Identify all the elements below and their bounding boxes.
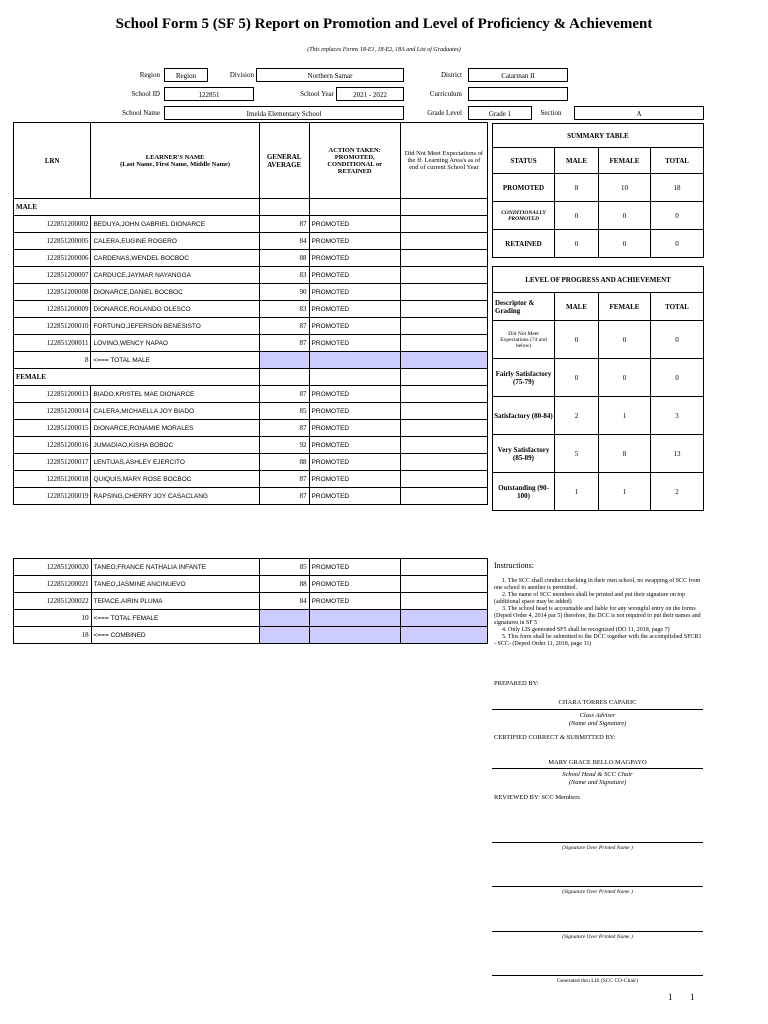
total-female-count: 10: [14, 610, 92, 627]
learner-name: TEPACE,AIRIN PLUMA: [91, 593, 260, 610]
learner-row: [14, 559, 488, 576]
learner-lrn: 122851200018: [14, 471, 91, 488]
learner-lrn: 122851200008: [14, 284, 91, 301]
level-cell-male: 2: [555, 397, 599, 435]
instruction-item: 5. This form shall be submitted to the DCC together with the accomplished SFCR1 - SCC- (Deped Order 11, 2018, page 11): [494, 634, 702, 647]
learner-lrn: 122851200009: [14, 301, 91, 318]
learner-action: PROMOTED: [309, 420, 400, 437]
region-label: Region: [139, 71, 160, 79]
summary-cell-male: 0: [555, 230, 599, 258]
level-table: [492, 266, 704, 511]
level-cell-total: 3: [651, 397, 704, 435]
level-cell-desc: Very Satisfactory (85-89): [493, 435, 555, 473]
total-male-label: <=== TOTAL MALE: [91, 352, 259, 369]
learner-average: 83: [259, 301, 309, 318]
learner-row: [14, 471, 488, 488]
col-action: ACTION TAKEN: PROMOTED, CONDITIONAL or RETAINED: [309, 123, 400, 199]
level-row: [493, 397, 704, 435]
learner-action: PROMOTED: [309, 386, 400, 403]
learner-did-not-meet: [400, 420, 487, 437]
level-cell-desc: Satisfactory (80-84): [493, 397, 555, 435]
summary-row: [493, 230, 704, 258]
learner-row: [14, 576, 488, 593]
learner-average: 87: [259, 488, 309, 505]
learner-row: [14, 267, 488, 284]
level-cell-female: 1: [599, 397, 651, 435]
scc-signature-line-1: [492, 842, 703, 843]
learner-did-not-meet: [400, 216, 487, 233]
level-col-female: FEMALE: [599, 293, 651, 321]
learner-name: CALERA,MICHAELLA JOY BIADO: [91, 403, 259, 420]
instructions-list: [494, 578, 704, 648]
page-title: School Form 5 (SF 5) Report on Promotion and Level of Proficiency & Achievement: [115, 16, 653, 32]
col-name: [91, 123, 259, 199]
learner-row: [14, 284, 488, 301]
scc-signature-caption-2: (Signature Over Printed Name ): [562, 889, 633, 895]
level-cell-total: 0: [651, 359, 704, 397]
prepared-by-label: PREPARED BY:: [494, 680, 539, 687]
female-rows-continued: [14, 559, 488, 610]
col-did-not-meet: Did Not Meet Expectations of the ff. Learning Area/s as of end of current School Year: [400, 123, 487, 199]
level-cell-male: 1: [555, 473, 599, 511]
summary-cell-status: CONDITIONALLY PROMOTED: [493, 202, 555, 230]
summary-cell-male: 8: [555, 174, 599, 202]
page-number: 1: [668, 992, 673, 1002]
learner-name: DIONARCE,ROLANDO OLESCO: [91, 301, 259, 318]
summary-cell-female: 0: [599, 230, 651, 258]
learner-row: [14, 335, 488, 352]
learner-name: BEDUYA,JOHN GABRIEL DIONARCE: [91, 216, 259, 233]
instruction-item: 4. Only LIS generated SF5 shall be recognized (DO 11, 2018, page 7): [502, 627, 670, 633]
learner-did-not-meet: [400, 233, 487, 250]
summary-row: [493, 174, 704, 202]
learner-name: CARDUCE,JAYMAR NAYANGGA: [91, 267, 259, 284]
learner-action: PROMOTED: [309, 559, 400, 576]
level-cell-total: 2: [651, 473, 704, 511]
learner-average: 87: [259, 420, 309, 437]
learner-average: 85: [260, 559, 310, 576]
school-id-value: 122851: [164, 87, 254, 101]
level-cell-female: 0: [599, 359, 651, 397]
learner-did-not-meet: [400, 403, 487, 420]
summary-col-female: FEMALE: [599, 148, 651, 174]
col-name-line1: LEARNER'S NAME: [145, 153, 205, 161]
learners-table-continued: [13, 558, 488, 644]
learner-did-not-meet: [400, 488, 487, 505]
level-col-male: MALE: [555, 293, 599, 321]
level-cell-desc: Fairly Satisfactory (75-79): [493, 359, 555, 397]
district-value: Catarman II: [468, 68, 568, 82]
level-cell-desc: Did Not Meet Expectations (74 and below): [493, 321, 555, 359]
adviser-signature-line: [492, 709, 703, 710]
learner-average: 92: [259, 437, 309, 454]
learner-did-not-meet: [400, 318, 487, 335]
learner-row: [14, 386, 488, 403]
learner-did-not-meet: [400, 250, 487, 267]
level-cell-male: 5: [555, 435, 599, 473]
adviser-name: CHARA TORRES CAPARIC: [558, 699, 637, 706]
learner-name: FORTUNO,JEFERSON BENESISTO: [91, 318, 259, 335]
learner-name: DIONARCE,DANIEL BOCBOC: [91, 284, 259, 301]
learner-average: 84: [259, 233, 309, 250]
level-cell-female: 0: [599, 321, 651, 359]
learner-row: [14, 250, 488, 267]
learner-action: PROMOTED: [309, 437, 400, 454]
summary-cell-total: 0: [651, 202, 704, 230]
learner-action: PROMOTED: [309, 284, 400, 301]
learner-row: [14, 216, 488, 233]
learner-row: [14, 301, 488, 318]
learner-name: BIADO,KRISTEL MAE DIONARCE: [91, 386, 259, 403]
learner-lrn: 122851200010: [14, 318, 91, 335]
learner-did-not-meet: [400, 437, 487, 454]
learner-row: [14, 318, 488, 335]
learner-action: PROMOTED: [309, 267, 400, 284]
learner-name: LENTIJAS,ASHLEY EJERCITO: [91, 454, 259, 471]
level-row: [493, 359, 704, 397]
level-cell-female: 1: [599, 473, 651, 511]
learner-row: [14, 403, 488, 420]
female-rows: [14, 386, 488, 505]
page-subtitle: (This replaces Forms 18-E1, 18-E2, 18A and List of Graduates): [307, 47, 461, 53]
learner-average: 87: [259, 471, 309, 488]
learner-average: 84: [260, 593, 310, 610]
school-year-value: 2021 - 2022: [336, 87, 404, 101]
learner-did-not-meet: [400, 267, 487, 284]
learner-action: PROMOTED: [309, 471, 400, 488]
learner-action: PROMOTED: [309, 318, 400, 335]
learner-did-not-meet: [400, 386, 487, 403]
grade-level-label: Grade Level: [427, 109, 462, 117]
adviser-role: Class Adviser: [579, 712, 616, 719]
learner-action: PROMOTED: [309, 593, 400, 610]
learner-average: 85: [259, 403, 309, 420]
learner-name: TANEO,FRANCE NATHALIA INFANTE: [91, 559, 260, 576]
male-group-label: MALE: [14, 199, 260, 216]
learner-action: PROMOTED: [309, 488, 400, 505]
level-col-descriptor: Descriptor & Grading: [493, 293, 555, 321]
scc-signature-line-2: [492, 886, 703, 887]
head-signature-line: [492, 768, 703, 769]
learner-average: 88: [259, 250, 309, 267]
scc-signature-caption-3: (Signature Over Printed Name ): [562, 934, 633, 940]
level-cell-desc: Outstanding (90-100): [493, 473, 555, 511]
summary-cell-female: 10: [599, 174, 651, 202]
learner-name: CALERA,EUGINE ROGERO: [91, 233, 259, 250]
district-label: District: [441, 71, 462, 79]
level-cell-male: 0: [555, 359, 599, 397]
section-value: A: [574, 106, 704, 120]
page-total: 1: [690, 992, 695, 1002]
learner-lrn: 122851200020: [14, 559, 92, 576]
summary-cell-status: RETAINED: [493, 230, 555, 258]
learners-table: [13, 122, 488, 505]
summary-rows: [493, 174, 704, 258]
region-value: Region: [164, 68, 208, 82]
combined-count: 18: [14, 627, 92, 644]
summary-cell-male: 0: [555, 202, 599, 230]
learner-name: QUIQUIS,MARY ROSE BOCBOC: [91, 471, 259, 488]
learner-action: PROMOTED: [309, 250, 400, 267]
col-average: GENERAL AVERAGE: [259, 123, 309, 199]
learner-name: RAPSING,CHERRY JOY CASACLANG: [91, 488, 259, 505]
curriculum-label: Curriculum: [429, 90, 462, 98]
instruction-item: 1. The SCC shall conduct checking in their own school, no swapping of SCC from one school to another is permitted.: [494, 578, 701, 591]
scc-signature-caption-1: (Signature Over Printed Name ): [562, 845, 633, 851]
school-name-value: Imelda Elementary School: [164, 106, 404, 120]
learner-lrn: 122851200016: [14, 437, 91, 454]
learner-action: PROMOTED: [309, 576, 400, 593]
division-label: Division: [229, 71, 254, 79]
level-cell-female: 8: [599, 435, 651, 473]
learner-average: 88: [259, 454, 309, 471]
learner-average: 87: [259, 216, 309, 233]
summary-row: [493, 202, 704, 230]
level-rows: [493, 321, 704, 511]
level-col-total: TOTAL: [651, 293, 704, 321]
learner-action: PROMOTED: [309, 335, 400, 352]
school-id-label: School ID: [131, 90, 160, 98]
learner-average: 83: [259, 267, 309, 284]
female-group-label: FEMALE: [14, 369, 260, 386]
learner-average: 90: [259, 284, 309, 301]
learner-action: PROMOTED: [309, 403, 400, 420]
summary-col-male: MALE: [555, 148, 599, 174]
col-lrn: LRN: [14, 123, 91, 199]
level-row: [493, 473, 704, 511]
learner-name: JUMADIAO,KISHA BOBOC: [91, 437, 259, 454]
scc-signature-line-4: [492, 975, 703, 976]
level-cell-total: 13: [651, 435, 704, 473]
learner-action: PROMOTED: [309, 301, 400, 318]
learner-lrn: 122851200014: [14, 403, 91, 420]
level-row: [493, 321, 704, 359]
summary-table: [492, 123, 704, 258]
scc-signature-line-3: [492, 931, 703, 932]
summary-title: SUMMARY TABLE: [493, 124, 704, 148]
learner-name: LOVINO,WENCY NAPAO: [91, 335, 259, 352]
learner-name: CARDENAS,WENDEL BOCBOC: [91, 250, 259, 267]
instructions-title: Instructions:: [494, 561, 534, 570]
learner-action: PROMOTED: [309, 454, 400, 471]
learner-average: 87: [259, 386, 309, 403]
learner-lrn: 122851200007: [14, 267, 91, 284]
learner-name: TANEO,JASMINE ANCINUEVO: [91, 576, 260, 593]
summary-col-status: STATUS: [493, 148, 555, 174]
learner-lrn: 122851200005: [14, 233, 91, 250]
learner-action: PROMOTED: [309, 233, 400, 250]
section-label: Section: [540, 109, 562, 117]
head-role: School Head & SCC Chair: [562, 771, 633, 778]
learner-average: 88: [260, 576, 310, 593]
learner-did-not-meet: [400, 284, 487, 301]
learner-did-not-meet: [401, 593, 488, 610]
learner-lrn: 122851200021: [14, 576, 92, 593]
summary-cell-total: 0: [651, 230, 704, 258]
summary-cell-female: 0: [599, 202, 651, 230]
learner-did-not-meet: [400, 335, 487, 352]
total-male-count: 8: [14, 352, 91, 369]
learner-row: [14, 420, 488, 437]
learner-lrn: 122851200011: [14, 335, 91, 352]
level-row: [493, 435, 704, 473]
learner-average: 87: [259, 335, 309, 352]
male-rows: [14, 216, 488, 352]
learner-row: [14, 488, 488, 505]
school-year-label: School Year: [300, 90, 334, 98]
learner-lrn: 122851200013: [14, 386, 91, 403]
learner-lrn: 122851200006: [14, 250, 91, 267]
col-name-line2: (Last Name, First Name, Middle Name): [120, 160, 231, 168]
learner-lrn: 122851200022: [14, 593, 92, 610]
learner-row: [14, 454, 488, 471]
summary-cell-total: 18: [651, 174, 704, 202]
curriculum-value: [468, 87, 568, 101]
reviewed-label: REVIEWED BY: SCC Members: [494, 794, 580, 801]
grade-level-value: Grade 1: [468, 106, 532, 120]
learner-did-not-meet: [400, 471, 487, 488]
learner-lrn: 122851200002: [14, 216, 91, 233]
learner-lrn: 122851200017: [14, 454, 91, 471]
instruction-item: 2. The name of SCC members shall be printed and put their signature on top (additional space may be added): [494, 592, 686, 605]
combined-label: <=== COMBINED: [91, 627, 260, 644]
total-female-label: <=== TOTAL FEMALE: [91, 610, 260, 627]
head-note: (Name and Signature): [568, 779, 627, 786]
generated-caption: Generated thru LIS (SCC CO-Chair): [557, 978, 638, 984]
learner-did-not-meet: [400, 301, 487, 318]
level-cell-male: 0: [555, 321, 599, 359]
learner-row: [14, 593, 488, 610]
learner-did-not-meet: [401, 576, 488, 593]
school-name-label: School Name: [122, 109, 160, 117]
level-title: LEVEL OF PROGRESS AND ACHIEVEMENT: [493, 267, 704, 293]
division-value: Northern Samar: [256, 68, 404, 82]
learner-action: PROMOTED: [309, 216, 400, 233]
summary-col-total: TOTAL: [651, 148, 704, 174]
adviser-note: (Name and Signature): [568, 720, 627, 727]
head-name: MARY GRACE BELLO MAGPAYO: [548, 759, 647, 766]
learner-did-not-meet: [401, 559, 488, 576]
level-cell-total: 0: [651, 321, 704, 359]
learner-lrn: 122851200019: [14, 488, 91, 505]
learner-lrn: 122851200015: [14, 420, 91, 437]
learner-row: [14, 437, 488, 454]
certified-label: CERTIFIED CORRECT & SUBMITTED BY:: [494, 734, 616, 741]
learner-row: [14, 233, 488, 250]
learner-did-not-meet: [400, 454, 487, 471]
learner-name: DIONARCE,RONAMIE MORALES: [91, 420, 259, 437]
instruction-item: 3. The school head is accountable and liable for any wrongful entry on the forms (Deped Order 4, 2014 par 5) therefore, the DCC is not required to put their names and signatures in SF 5: [494, 606, 701, 626]
learner-average: 87: [259, 318, 309, 335]
summary-cell-status: PROMOTED: [493, 174, 555, 202]
